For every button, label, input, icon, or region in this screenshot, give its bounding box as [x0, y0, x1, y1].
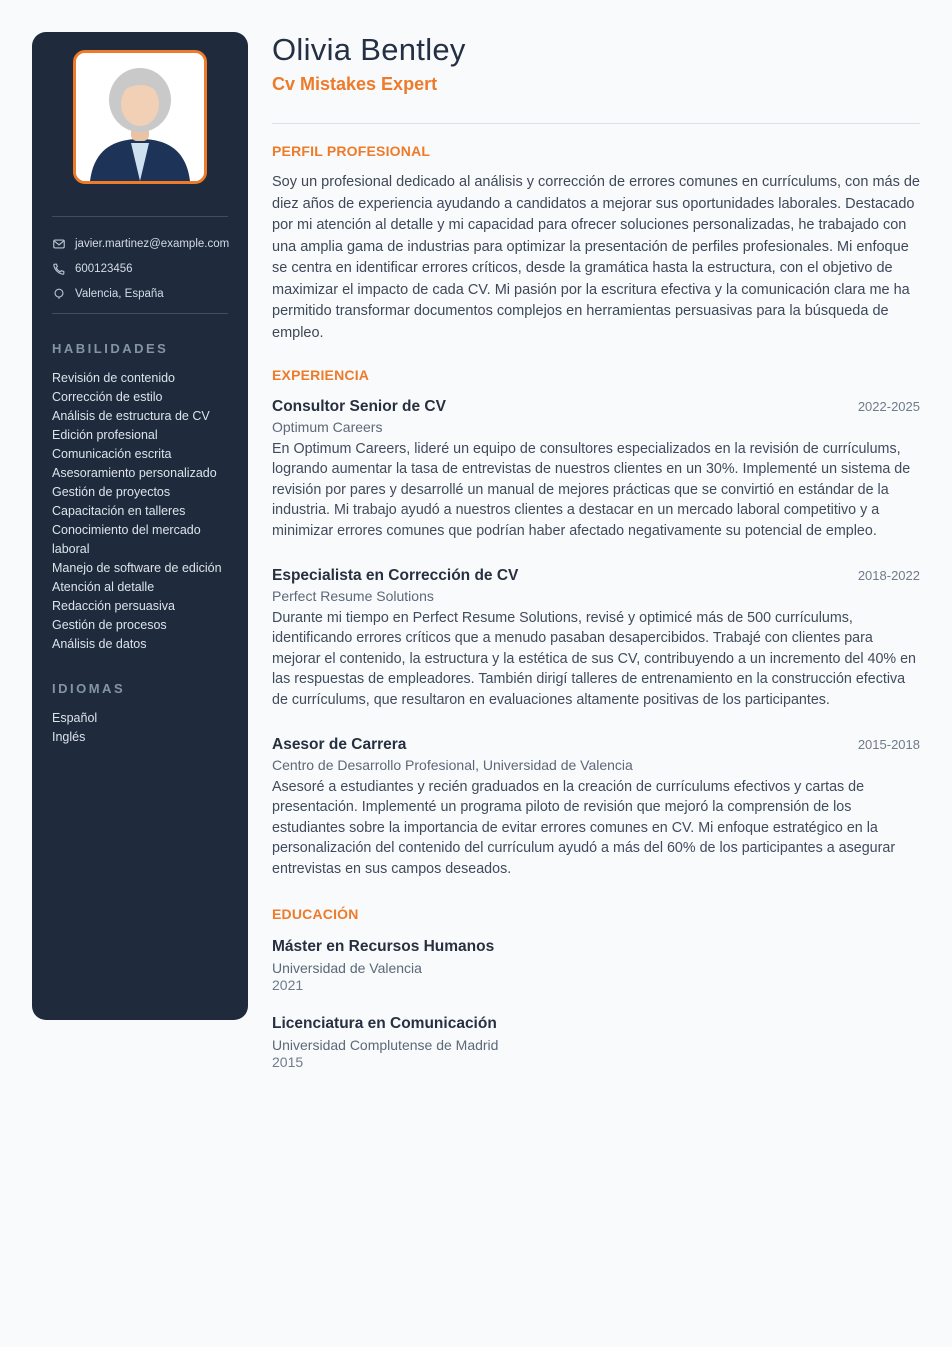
language-item: Inglés [52, 730, 86, 744]
skill-item: Análisis de datos [52, 637, 147, 651]
portrait-illustration [76, 53, 204, 181]
skill-item: Análisis de estructura de CV [52, 409, 210, 423]
education-year: 2021 [272, 977, 304, 994]
skill-item: Revisión de contenido [52, 371, 175, 385]
skills-list [52, 369, 228, 654]
education-entry [272, 938, 920, 993]
education-entry [272, 1015, 920, 1070]
education-heading: EDUCACIÓN [272, 906, 359, 923]
skill-item: Comunicación escrita [52, 447, 172, 461]
languages-list [52, 709, 228, 747]
skill-item: Edición profesional [52, 428, 158, 442]
job-dates: 2015-2018 [857, 737, 920, 753]
experience-heading: EXPERIENCIA [272, 367, 370, 383]
contact-email [52, 237, 228, 251]
education-year: 2015 [272, 1054, 304, 1071]
job-dates: 2018-2022 [857, 568, 920, 584]
location-icon [52, 287, 66, 301]
skill-item: Manejo de software de edición [52, 561, 222, 575]
job-description: En Optimum Careers, lideré un equipo de consultores especializados en la revisión de currículums, logrando aumentar la tasa de entrevistas de nuestros clientes en un 30%. Implementé un sistema de revisión por pares y desarrollé un manual de mejores prácticas que se convirtió en estándar de la industria. Mi trabajo ayudó a nuestros clientes a destacar en un mercado laboral competitivo y a minimizar errores comunes que podrían haber afectado negativamente su potencial de empleo. [272, 441, 911, 539]
profile-text: Soy un profesional dedicado al análisis y corrección de errores comunes en currículums, con más de diez años de experiencia ayudando a candidatos a mejorar sus oportunidades laborales. Destacado por mi atención al detalle y mi capacidad para ofrecer soluciones personalizadas, he trabajado con una amplia gama de industrias para optimizar la presentación de perfiles profesionales. Mi enfoque se centra en identificar errores críticos, desde la gramática hasta la estructura, con el objetivo de maximizar el impacto de cada CV. Mi pasión por la escritura efectiva y la comunicación clara me ha permitido transformar documentos complejos en herramientas persuasivas para la búsqueda de empleo. [272, 174, 920, 341]
skills-heading: HABILIDADES [52, 341, 169, 356]
person-title: Cv Mistakes Expert [272, 74, 438, 94]
contact-phone-value: 600123456 [75, 263, 133, 275]
job-title: Consultor Senior de CV [272, 398, 446, 415]
contact-email-value: javier.martinez@example.com [75, 238, 230, 250]
job-title-row [272, 736, 920, 754]
section-experience [272, 367, 920, 879]
language-item: Español [52, 711, 98, 725]
education-degree: Máster en Recursos Humanos [272, 938, 495, 956]
skill-item: Atención al detalle [52, 580, 155, 594]
skill-item: Redacción persuasiva [52, 599, 175, 613]
sidebar-divider-top [52, 216, 228, 217]
job-title-row [272, 398, 920, 416]
job-company: Perfect Resume Solutions [272, 588, 434, 605]
section-education [272, 906, 920, 1070]
job-title-row [272, 567, 920, 585]
sidebar-divider-bottom [52, 313, 228, 314]
skill-item: Conocimiento del mercado laboral [52, 523, 201, 556]
profile-heading: PERFIL PROFESIONAL [272, 143, 431, 159]
experience-entry [272, 736, 920, 879]
contact-list [52, 237, 228, 301]
job-description: Asesoré a estudiantes y recién graduados en la creación de currículums efectivos y cartas de presentación. Implementé un programa piloto de revisión que mejoró la comprensión de los estudiantes sobre la importancia de evitar errores comunes en CV. Mi enfoque estratégico en la personalización del contenido del currículum ayudó a más del 60% de los participantes a asegurar entrevistas en sus campos deseados. [272, 779, 896, 877]
section-profile [272, 143, 920, 344]
skill-item: Capacitación en talleres [52, 504, 186, 518]
experience-entry [272, 567, 920, 710]
job-company: Centro de Desarrollo Profesional, Universidad de Valencia [272, 757, 633, 774]
contact-location [52, 287, 228, 301]
sidebar [32, 32, 248, 1020]
person-name: Olivia Bentley [272, 32, 466, 67]
education-school: Universidad de Valencia [272, 960, 422, 977]
email-icon [52, 237, 66, 251]
education-school: Universidad Complutense de Madrid [272, 1037, 499, 1054]
education-degree: Licenciatura en Comunicación [272, 1015, 497, 1033]
job-company: Optimum Careers [272, 419, 383, 435]
header-divider [272, 123, 920, 124]
contact-location-value: Valencia, España [75, 288, 164, 300]
contact-phone [52, 262, 228, 276]
experience-entry [272, 398, 920, 541]
job-title: Especialista en Corrección de CV [272, 567, 519, 585]
main-content [272, 32, 920, 1070]
phone-icon [52, 262, 66, 276]
skill-item: Gestión de proyectos [52, 485, 171, 499]
job-description: Durante mi tiempo en Perfect Resume Solutions, revisé y optimicé más de 500 currículums, identificando errores críticos que a menudo pasaban desapercibidos. Trabajé con clientes para mejorar el contenido, la estructura y la estética de sus CV, contribuyendo a un incremento del 40% en las respuestas de empleadores. También dirigí talleres de entrenamiento en la construcción efectiva de currículums, que resultaron en evaluaciones altamente positivas de los participantes. [272, 610, 916, 708]
job-dates: 2022-2025 [857, 399, 920, 414]
languages-heading: IDIOMAS [52, 681, 126, 696]
skill-item: Gestión de procesos [52, 618, 167, 632]
skill-item: Asesoramiento personalizado [52, 466, 217, 480]
job-title: Asesor de Carrera [272, 736, 407, 754]
profile-photo [73, 50, 207, 184]
skill-item: Corrección de estilo [52, 390, 163, 404]
